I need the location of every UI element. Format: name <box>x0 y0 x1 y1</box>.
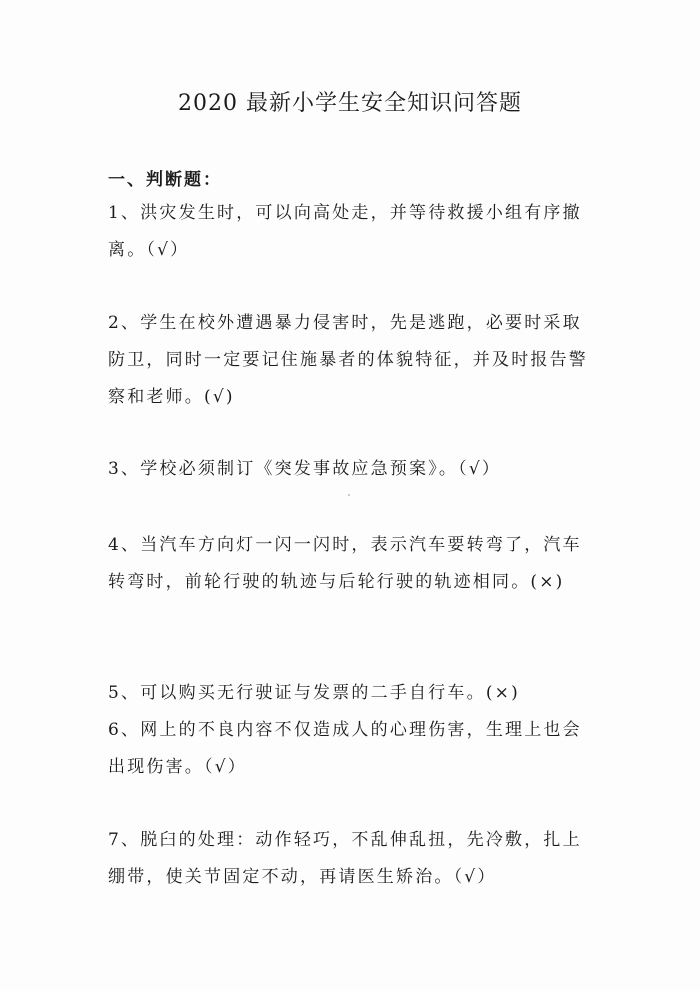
question-1: 1、洪灾发生时，可以向高处走，并等待救援小组有序撤离。（√） <box>108 203 582 260</box>
question-6: 6、网上的不良内容不仅造成人的心理伤害，生理上也会出现伤害。（√） <box>108 720 582 777</box>
section-heading: 一、判断题： <box>108 170 222 190</box>
question-3: 3、学校必须制订《突发事故应急预案》。（√） <box>108 459 502 479</box>
question-4: 4、当汽车方向灯一闪一闪时，表示汽车要转弯了，汽车转弯时，前轮行驶的轨迹与后轮行驶的轨迹相同。(×) <box>108 535 582 592</box>
question-7: 7、脱臼的处理：动作轻巧，不乱伸乱扭，先冷敷，扎上绷带，使关节固定不动，再请医生矫治。（√） <box>108 830 582 887</box>
question-2: 2、学生在校外遭遇暴力侵害时，先是逃跑，必要时采取防卫，同时一定要记住施暴者的体貌特征，并及时报告警察和老师。(√) <box>108 313 588 407</box>
question-5: 5、可以购买无行驶证与发票的二手自行车。(×) <box>108 683 520 703</box>
page-title: 2020 最新小学生安全知识问答题 <box>178 91 522 116</box>
scan-speck <box>348 494 350 496</box>
